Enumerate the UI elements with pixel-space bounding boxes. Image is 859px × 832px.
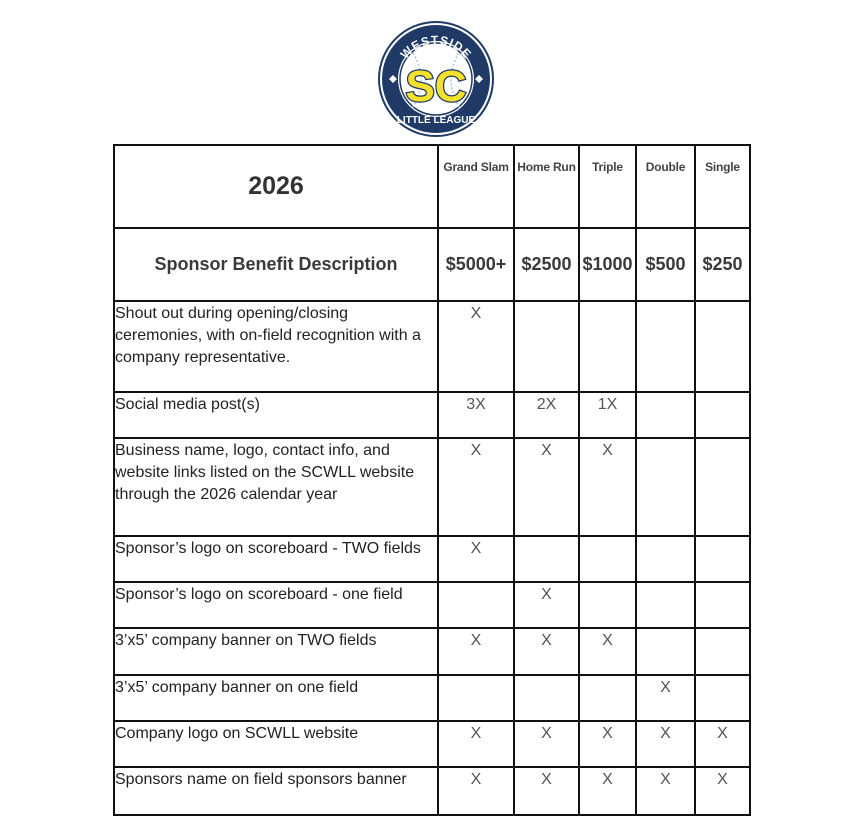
benefit-mark: X — [636, 767, 695, 815]
benefit-mark — [579, 582, 636, 628]
table-row — [114, 536, 750, 582]
table-row — [114, 628, 750, 675]
benefit-mark — [695, 438, 750, 536]
price-grand-slam: $5000+ — [438, 228, 514, 301]
benefit-mark: X — [514, 767, 579, 815]
benefit-mark — [438, 675, 514, 721]
description-header: Sponsor Benefit Description — [114, 228, 438, 301]
sponsor-benefits-table — [113, 144, 751, 816]
benefit-mark: X — [514, 582, 579, 628]
price-double: $500 — [636, 228, 695, 301]
benefit-mark: X — [438, 721, 514, 767]
benefit-mark: 1X — [579, 392, 636, 438]
benefit-mark — [695, 582, 750, 628]
benefit-mark: X — [438, 628, 514, 675]
benefit-mark: X — [514, 721, 579, 767]
svg-text:LITTLE LEAGUE: LITTLE LEAGUE — [396, 115, 476, 126]
benefit-mark: X — [438, 536, 514, 582]
benefit-mark: X — [579, 721, 636, 767]
benefit-mark — [695, 392, 750, 438]
benefit-description: Business name, logo, contact info, and website links listed on the SCWLL website through the 2026 calendar year — [114, 438, 438, 536]
benefit-mark: X — [579, 438, 636, 536]
table-row — [114, 438, 750, 536]
benefit-mark: X — [438, 301, 514, 392]
benefit-mark — [514, 536, 579, 582]
tier-grand-slam: Grand Slam — [438, 145, 514, 228]
svg-text:WESTSIDE: WESTSIDE — [397, 32, 475, 62]
benefit-mark — [579, 536, 636, 582]
benefit-description: Sponsors name on field sponsors banner — [114, 767, 438, 815]
table-row — [114, 767, 750, 815]
benefit-description: Social media post(s) — [114, 392, 438, 438]
tier-double: Double — [636, 145, 695, 228]
benefit-mark — [636, 582, 695, 628]
benefit-mark: X — [438, 767, 514, 815]
benefit-description: 3’x5’ company banner on one field — [114, 675, 438, 721]
benefit-mark — [636, 301, 695, 392]
price-single: $250 — [695, 228, 750, 301]
tier-single: Single — [695, 145, 750, 228]
benefit-mark — [514, 675, 579, 721]
year-heading: 2026 — [114, 145, 438, 228]
tier-home-run: Home Run — [514, 145, 579, 228]
benefit-mark: X — [636, 721, 695, 767]
benefit-mark: X — [695, 767, 750, 815]
table-row — [114, 721, 750, 767]
benefit-mark — [636, 536, 695, 582]
table-row — [114, 301, 750, 392]
svg-text:SC: SC — [405, 62, 467, 111]
table-row — [114, 392, 750, 438]
benefit-mark: X — [514, 438, 579, 536]
benefit-mark: 2X — [514, 392, 579, 438]
benefit-description: Sponsor’s logo on scoreboard - one field — [114, 582, 438, 628]
benefit-mark — [636, 392, 695, 438]
price-home-run: $2500 — [514, 228, 579, 301]
benefit-mark: X — [695, 721, 750, 767]
benefit-mark: X — [438, 438, 514, 536]
benefit-mark: X — [514, 628, 579, 675]
price-triple: $1000 — [579, 228, 636, 301]
benefit-mark — [579, 675, 636, 721]
benefit-description: Company logo on SCWLL website — [114, 721, 438, 767]
tier-name-row — [114, 145, 750, 228]
benefit-description: Shout out during opening/closing ceremonies, with on-field recognition with a company representative. — [114, 301, 438, 392]
tier-triple: Triple — [579, 145, 636, 228]
benefit-description: Sponsor’s logo on scoreboard - TWO fields — [114, 536, 438, 582]
table-row — [114, 675, 750, 721]
benefit-mark — [695, 536, 750, 582]
benefit-description: 3’x5’ company banner on TWO fields — [114, 628, 438, 675]
benefit-mark — [695, 628, 750, 675]
benefit-mark — [636, 438, 695, 536]
westside-little-league-logo — [377, 19, 495, 139]
benefit-mark — [695, 301, 750, 392]
tier-price-row — [114, 228, 750, 301]
benefit-mark — [579, 301, 636, 392]
table-row — [114, 582, 750, 628]
benefit-mark: X — [579, 767, 636, 815]
benefit-mark: 3X — [438, 392, 514, 438]
benefit-mark — [438, 582, 514, 628]
benefit-mark: X — [636, 675, 695, 721]
benefit-mark — [695, 675, 750, 721]
benefit-mark — [636, 628, 695, 675]
benefit-mark: X — [579, 628, 636, 675]
benefit-mark — [514, 301, 579, 392]
